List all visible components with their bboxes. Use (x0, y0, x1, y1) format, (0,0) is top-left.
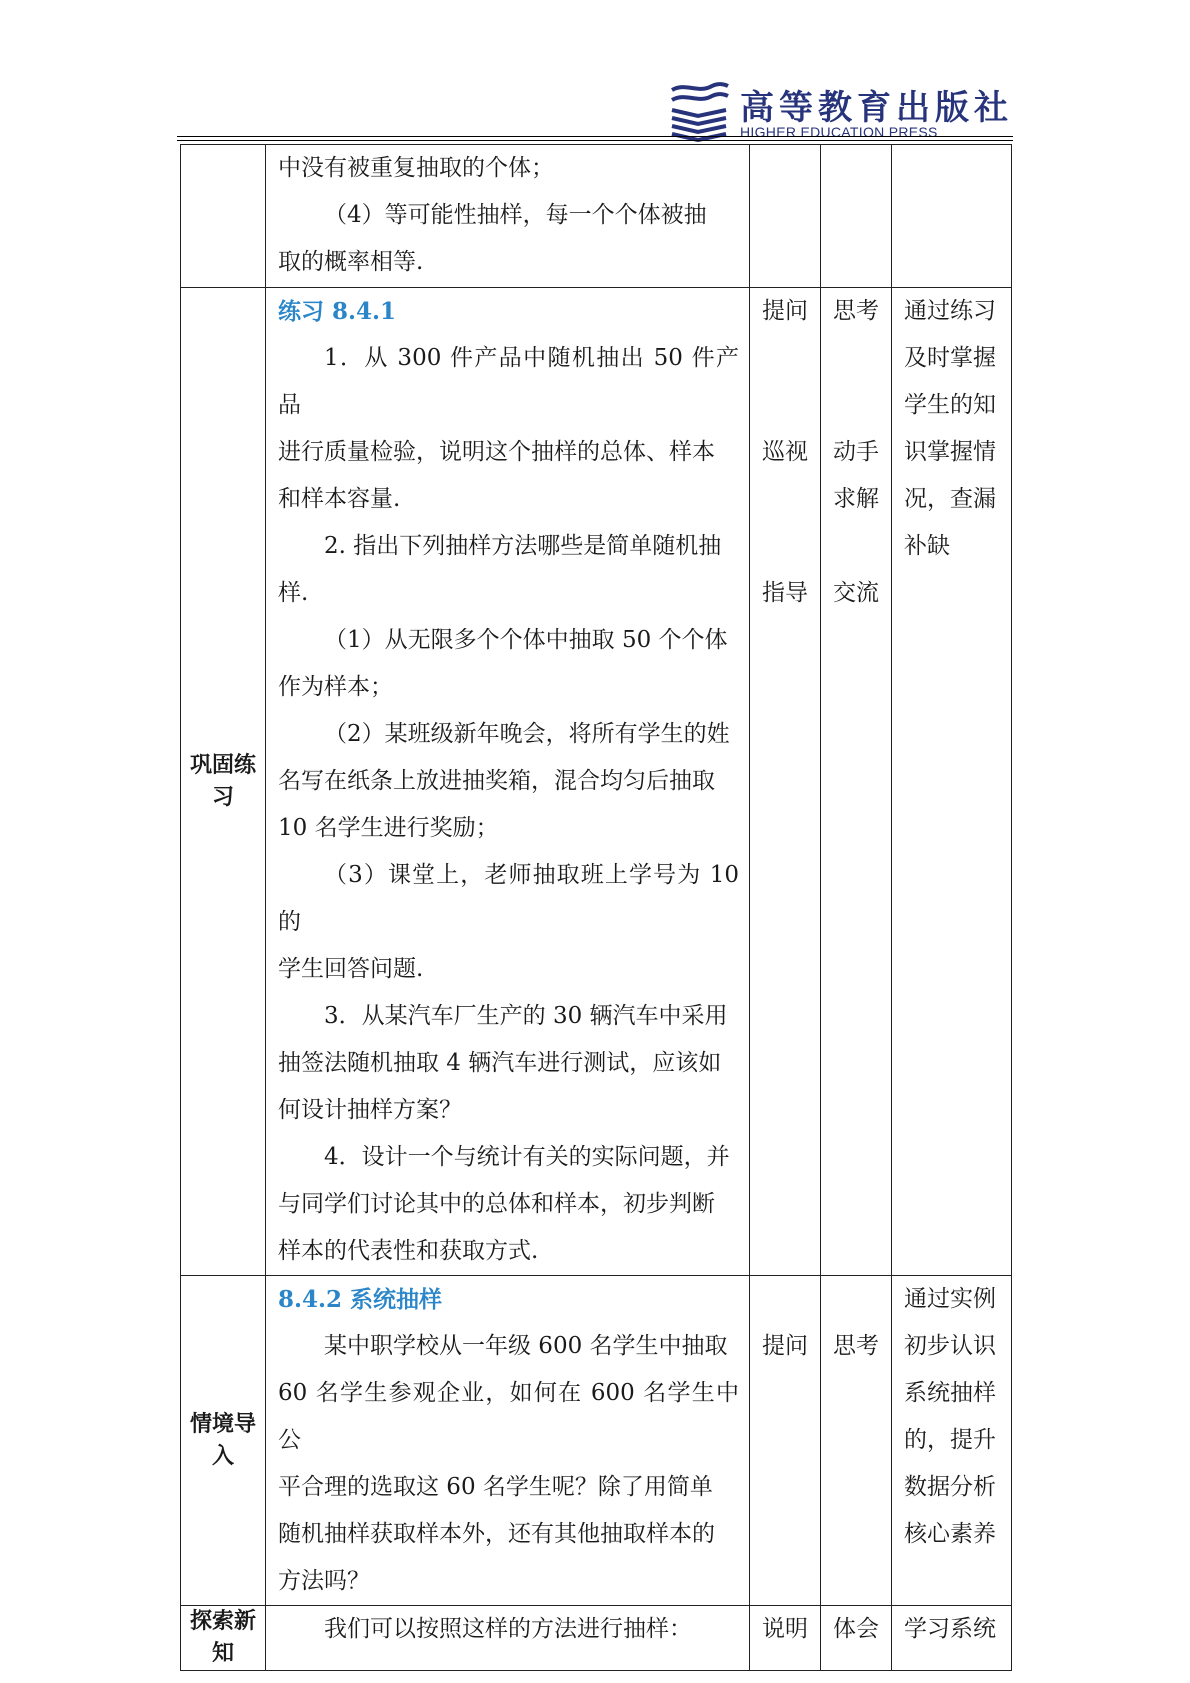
publisher-name-en: HIGHER EDUCATION PRESS (740, 124, 938, 140)
teacher-activity: 提问 (762, 1333, 808, 1359)
explore-content (266, 1606, 750, 1671)
row-scenario (181, 1276, 1012, 1606)
intent-line: 学习系统 (904, 1616, 996, 1642)
text-line: 抽签法随机抽取 4 辆汽车进行测试，应该如 (278, 1050, 722, 1076)
row-label-empty (181, 145, 266, 288)
publisher-name-cn: 高等教育出版社 (740, 88, 1013, 128)
intent-line: 识掌握情 (904, 439, 996, 465)
practice-content (266, 288, 750, 1276)
text-line: （3）课堂上，老师抽取班上学号为 10 的 (278, 862, 739, 935)
row-practice (181, 288, 1012, 1276)
text-line: 随机抽样获取样本外，还有其他抽取样本的 (278, 1521, 715, 1547)
teacher-activity-cell (750, 288, 821, 1276)
scenario-content (266, 1276, 750, 1606)
text-line: 60 名学生参观企业，如何在 600 名学生中公 (278, 1380, 739, 1453)
student-activity: 交流 (833, 580, 879, 606)
text-line: 样本的代表性和获取方式. (278, 1238, 539, 1264)
text-line: 样. (278, 580, 309, 606)
student-activity: 思考 (833, 1333, 879, 1359)
intent-line: 补缺 (904, 533, 950, 559)
teacher-activity: 提问 (762, 298, 808, 324)
student-activity-cell (821, 145, 892, 288)
intent-line: 核心素养 (904, 1521, 996, 1547)
text-line: 我们可以按照这样的方法进行抽样： (324, 1616, 692, 1642)
student-activity: 动手 (833, 439, 879, 465)
student-activity-cell (821, 1606, 892, 1671)
student-activity-cell (821, 1276, 892, 1606)
student-activity: 求解 (833, 486, 879, 512)
intent-cell (892, 1276, 1012, 1606)
lesson-plan-table (180, 144, 1012, 1671)
continued-content (266, 145, 750, 288)
intent-line: 系统抽样 (904, 1380, 996, 1406)
text-line: （2）某班级新年晚会，将所有学生的姓 (324, 721, 730, 747)
teacher-activity-cell (750, 145, 821, 288)
section-heading: 练习 8.4.1 (278, 298, 397, 325)
text-line: 2. 指出下列抽样方法哪些是简单随机抽 (324, 533, 722, 559)
intent-line: 初步认识 (904, 1333, 996, 1359)
publisher-logo (668, 80, 1020, 142)
intent-line: 及时掌握 (904, 345, 996, 371)
teacher-activity: 指导 (762, 580, 808, 606)
student-activity-cell (821, 288, 892, 1276)
teacher-activity: 说明 (762, 1616, 808, 1642)
teacher-activity: 巡视 (762, 439, 808, 465)
teacher-activity-cell (750, 1606, 821, 1671)
header-rule (177, 136, 1013, 137)
intent-line: 通过实例 (904, 1286, 996, 1312)
text-line: （4）等可能性抽样，每一个个体被抽 (324, 202, 707, 228)
text-line: 与同学们讨论其中的总体和样本，初步判断 (278, 1191, 715, 1217)
intent-line: 数据分析 (904, 1474, 996, 1500)
intent-cell (892, 145, 1012, 288)
text-line: 名写在纸条上放进抽奖箱，混合均匀后抽取 (278, 768, 715, 794)
text-line: 进行质量检验，说明这个抽样的总体、样本 (278, 439, 715, 465)
text-line: 学生回答问题. (278, 956, 424, 982)
text-line: 3．从某汽车厂生产的 30 辆汽车中采用 (324, 1003, 728, 1029)
header-rule-thin (177, 140, 1013, 141)
teacher-activity-cell (750, 1276, 821, 1606)
intent-line: 学生的知 (904, 392, 996, 418)
student-activity: 体会 (833, 1616, 879, 1642)
text-line: 平合理的选取这 60 名学生呢？除了用简单 (278, 1474, 713, 1500)
text-line: 中没有被重复抽取的个体； (278, 155, 554, 181)
text-line: （1）从无限多个个体中抽取 50 个个体 (324, 627, 728, 653)
text-line: 何设计抽样方案？ (278, 1097, 462, 1123)
text-line: 作为样本； (278, 674, 393, 700)
intent-line: 通过练习 (904, 298, 996, 324)
text-line: 4．设计一个与统计有关的实际问题，并 (324, 1144, 730, 1170)
text-line: 某中职学校从一年级 600 名学生中抽取 (324, 1333, 728, 1359)
row-explore (181, 1606, 1012, 1671)
intent-line: 的，提升 (904, 1427, 996, 1453)
text-line: 和样本容量. (278, 486, 401, 512)
row-label-scenario: 情境导入 (181, 1276, 266, 1606)
section-heading: 8.4.2 系统抽样 (278, 1286, 443, 1313)
row-label-explore: 探索新知 (181, 1606, 266, 1671)
text-line: 1．从 300 件产品中随机抽出 50 件产品 (278, 345, 739, 418)
intent-cell (892, 288, 1012, 1276)
text-line: 取的概率相等. (278, 249, 424, 275)
row-label-practice: 巩固练习 (181, 288, 266, 1276)
row-continued (181, 145, 1012, 288)
text-line: 10 名学生进行奖励； (278, 815, 499, 841)
book-wave-emblem-icon (668, 80, 730, 142)
text-line: 方法吗？ (278, 1568, 370, 1594)
student-activity: 思考 (833, 298, 879, 324)
intent-cell (892, 1606, 1012, 1671)
intent-line: 况，查漏 (904, 486, 996, 512)
